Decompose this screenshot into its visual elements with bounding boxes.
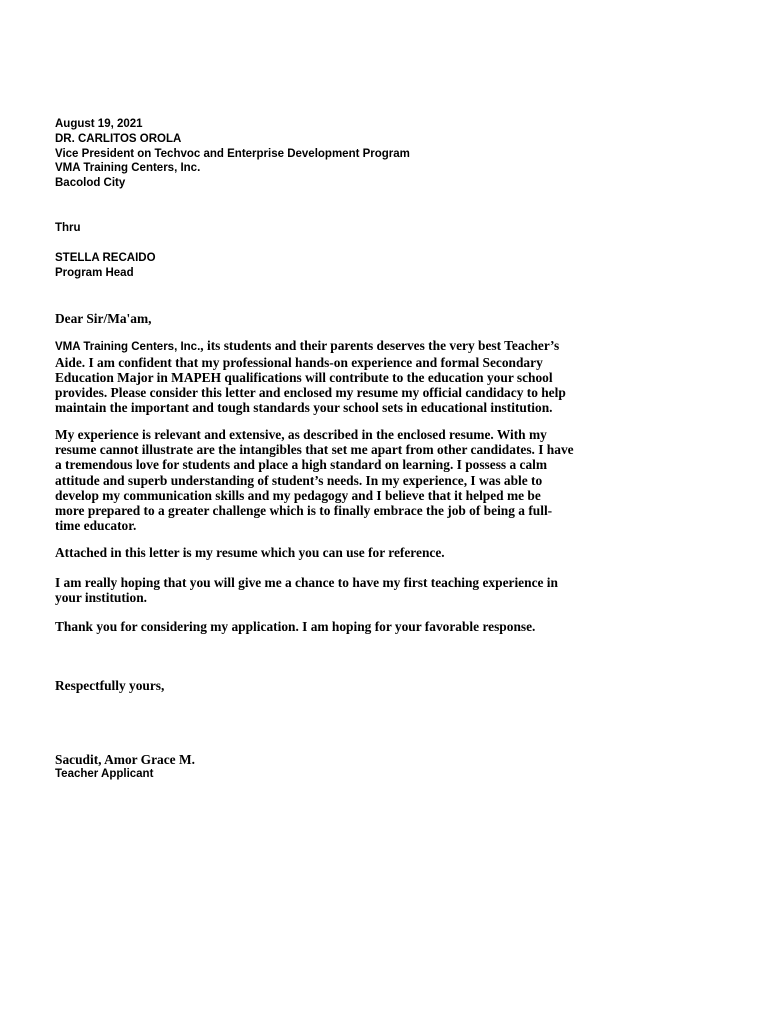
salutation xyxy=(55,311,151,326)
paragraph-2-line-5: develop my communication skills and my pedagogy and I believe that it helped me be xyxy=(55,487,541,503)
letter-header xyxy=(55,117,410,191)
paragraph-4-line-1: I am really hoping that you will give me a chance to have my first teaching experience in xyxy=(55,575,558,590)
paragraph-2-line-3: a tremendous love for students and place a high standard on learning. I possess a calm xyxy=(55,457,548,473)
signature-title xyxy=(55,767,153,782)
paragraph-4-line-2: your institution. xyxy=(55,590,148,606)
paragraph-2-line-7: time educator. xyxy=(55,518,137,534)
paragraph-2-line-4: attitude and superb understanding of student’s needs. In my experience, I was able to xyxy=(55,472,543,488)
paragraph-1-line-3: Education Major in MAPEH qualifications will contribute to the education your school xyxy=(55,370,553,385)
signature-name xyxy=(55,752,195,767)
recipient-organization: VMA Training Centers, Inc. xyxy=(55,162,201,175)
thru-label-text: Thru xyxy=(55,222,81,234)
paragraph-1-line-1 xyxy=(55,338,566,355)
thru-name: STELLA RECAIDO xyxy=(55,252,156,264)
recipient-city: Bacolod City xyxy=(55,177,126,190)
paragraph-3-text: Attached in this letter is my resume which you can use for reference. xyxy=(55,545,445,560)
paragraph-5 xyxy=(55,619,535,634)
thru-title: Program Head xyxy=(55,266,134,279)
paragraph-1-line-2: Aide. I am confident that my professional hands-on experience and formal Secondary xyxy=(55,354,543,370)
closing xyxy=(55,678,164,693)
recipient-name: DR. CARLITOS OROLA xyxy=(55,132,182,145)
paragraph-5-text: Thank you for considering my application. I am hoping for your favorable response. xyxy=(55,619,536,634)
paragraph-2 xyxy=(55,427,574,533)
paragraph-1-line-5: maintain the important and tough standards your school sets in educational institution. xyxy=(55,400,553,416)
paragraph-2-line-1: My experience is relevant and extensive, as described in the enclosed resume. With my xyxy=(55,427,547,442)
letter-date: August 19, 2021 xyxy=(55,118,143,130)
recipient-title: Vice President on Techvoc and Enterprise Development Program xyxy=(55,147,410,160)
salutation-text: Dear Sir/Ma'am, xyxy=(55,311,152,326)
thru-recipient xyxy=(55,251,156,281)
signature-name-text: Sacudit, Amor Grace M. xyxy=(55,752,195,767)
paragraph-2-line-2: resume cannot illustrate are the intangibles that set me apart from other candidates. I have xyxy=(55,442,574,458)
signature-title-text: Teacher Applicant xyxy=(55,768,154,780)
paragraph-3 xyxy=(55,545,445,560)
paragraph-1 xyxy=(55,338,566,416)
closing-text: Respectfully yours, xyxy=(55,678,165,693)
paragraph-1-line-1-rest: , its students and their parents deserves the very best Teacher’s xyxy=(200,338,560,353)
paragraph-2-line-6: more prepared to a greater challenge which is to finally embrace the job of being a full- xyxy=(55,503,553,519)
paragraph-1-line-4: provides. Please consider this letter and enclosed my resume my official candidacy to help xyxy=(55,385,566,401)
paragraph-4 xyxy=(55,575,558,605)
thru-label xyxy=(55,221,81,236)
organization-inline: VMA Training Centers, Inc. xyxy=(55,341,201,353)
